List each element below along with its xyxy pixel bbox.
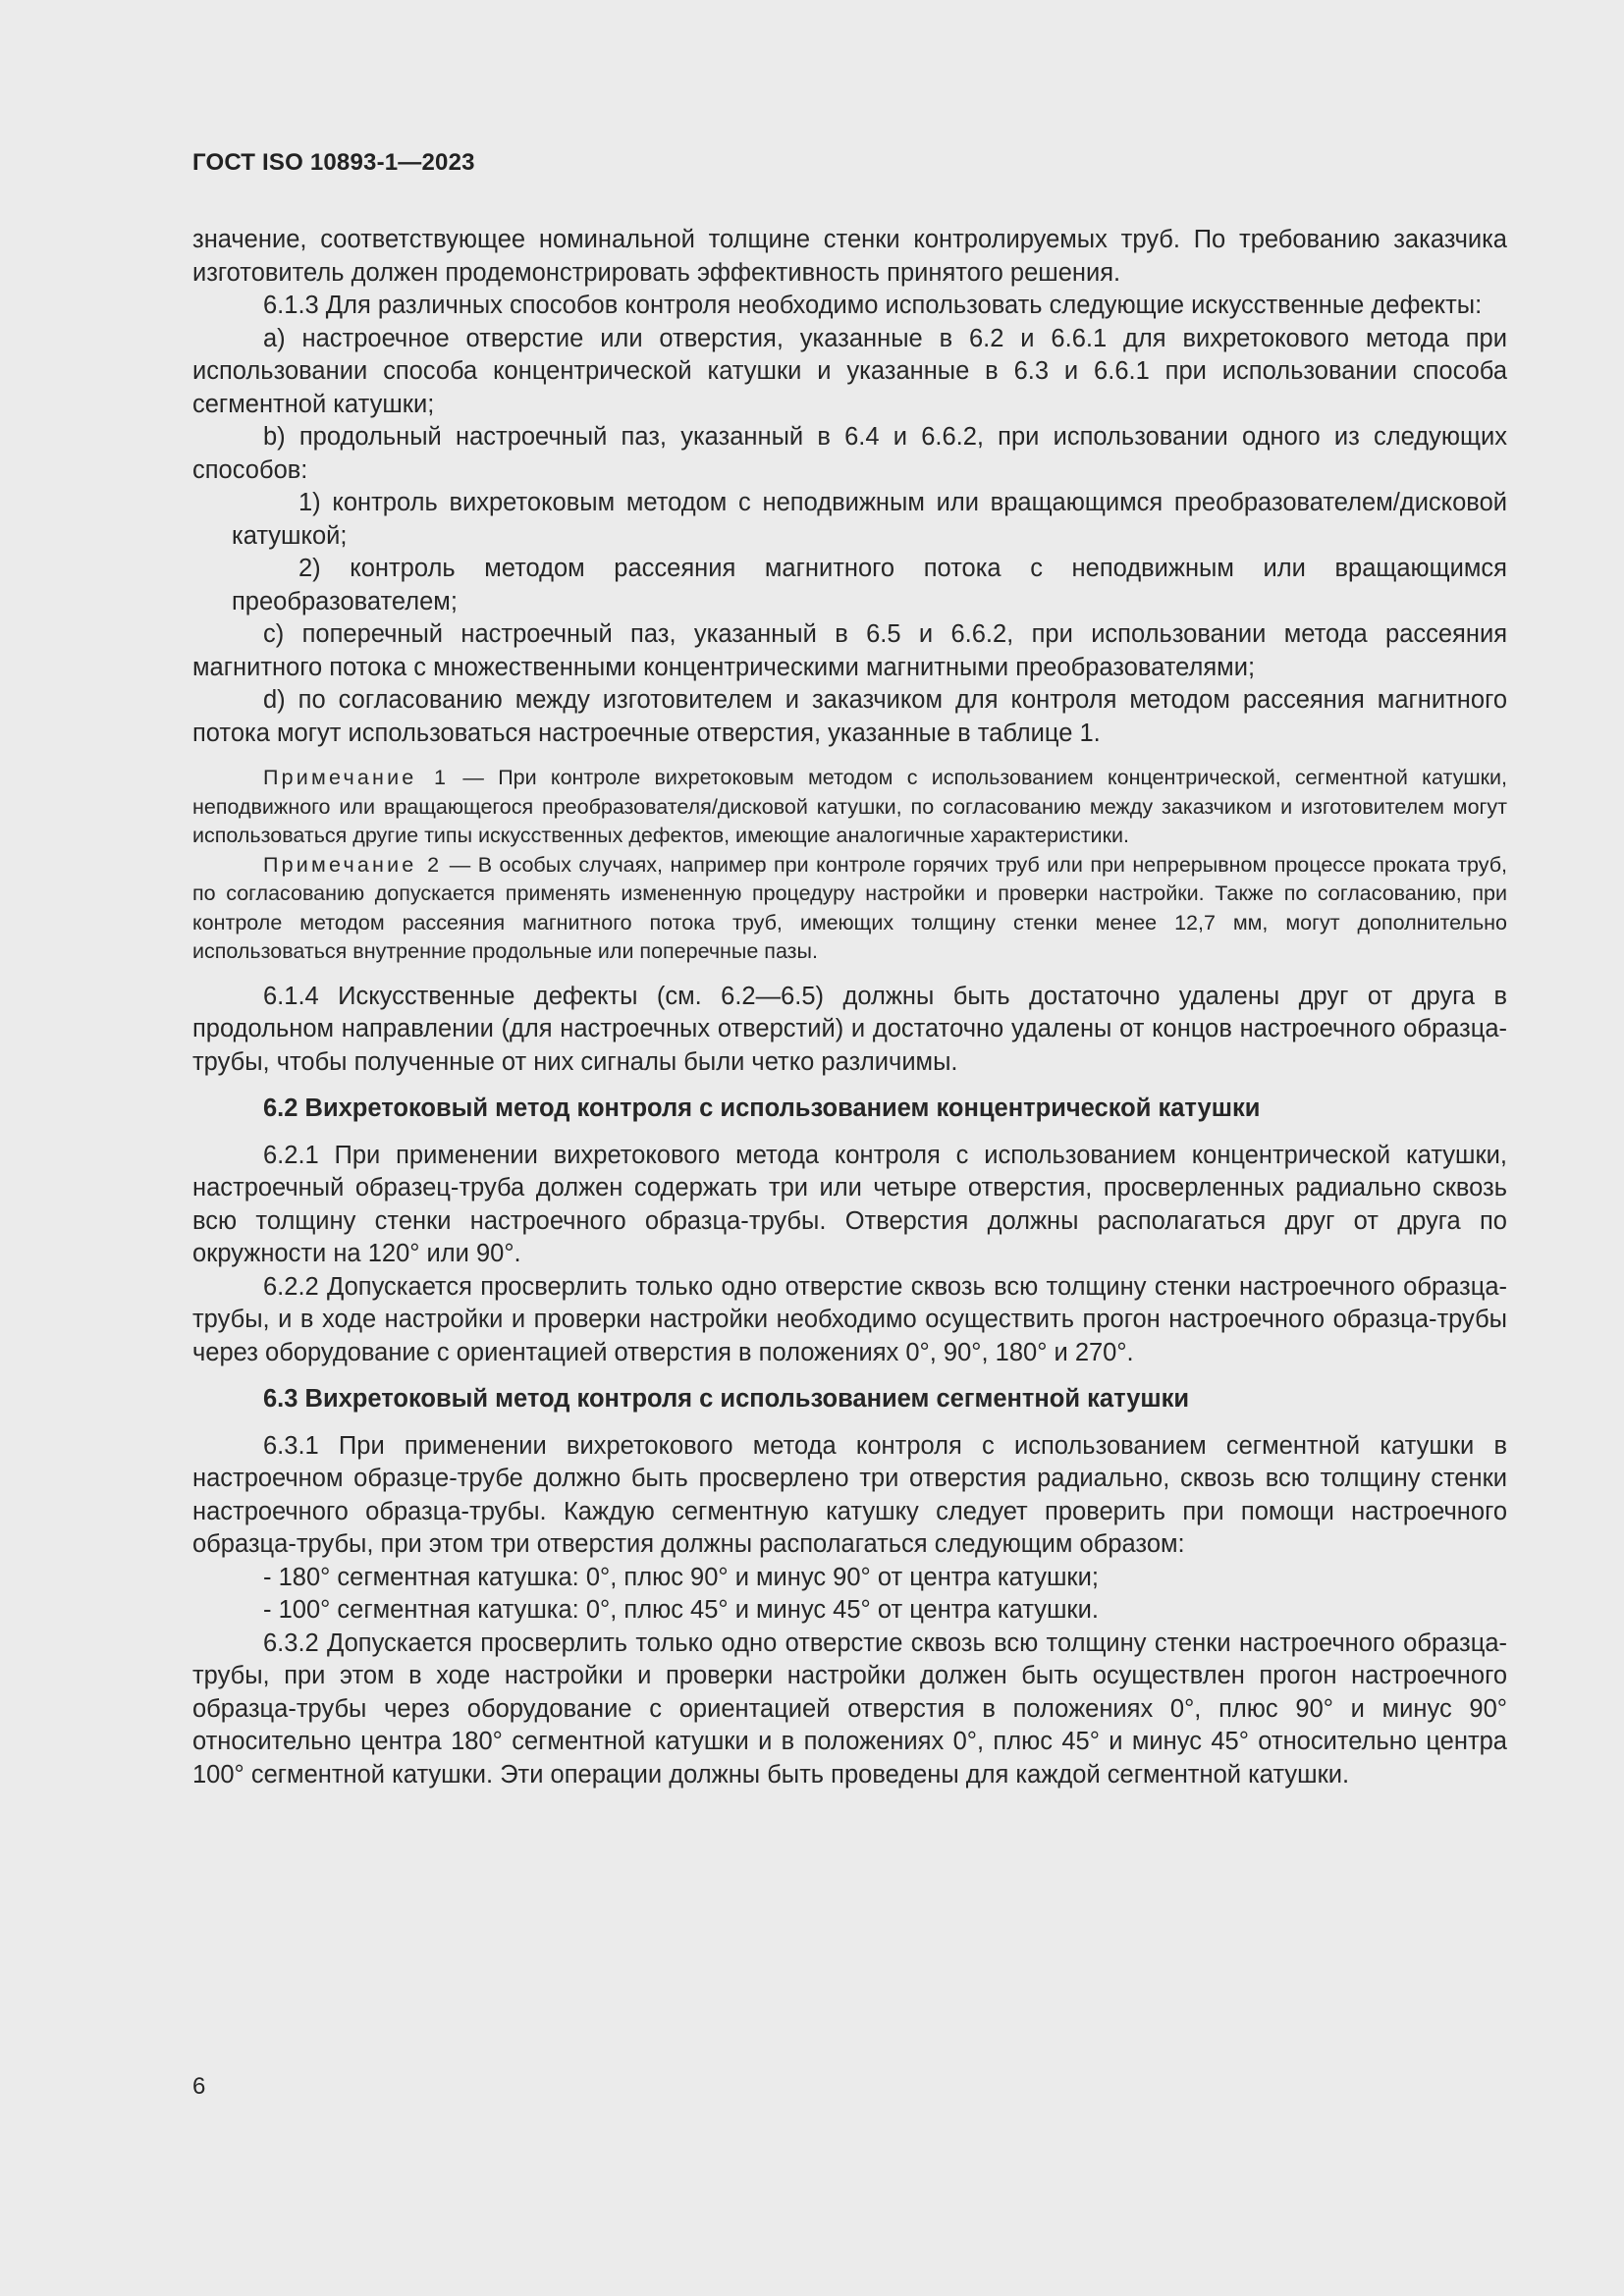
- list-item-b1: 1) контроль вихретоковым методом с неподвижным или вращающимся преобразователем/дисковой катушкой;: [232, 489, 1507, 550]
- note-1: [192, 764, 1507, 851]
- note-2-label: Примечание 2: [263, 852, 443, 877]
- dash-item-180: - 180° сегментная катушка: 0°, плюс 90° и минус 90° от центра катушки;: [263, 1563, 1099, 1591]
- dash-item-100: - 100° сегментная катушка: 0°, плюс 45° и минус 45° от центра катушки.: [263, 1596, 1099, 1624]
- document-body: [192, 224, 1507, 1791]
- list-item-b2: 2) контроль методом рассеяния магнитного потока с неподвижным или вращающимся преобразователем;: [232, 555, 1507, 615]
- clause-6-3-1: 6.3.1 При применении вихретокового метода контроля с использованием сегментной катушки в настроечном образце-трубе должно быть просверлено три отверстия радиально, сквозь всю толщину стенки настроечного образца-трубы. Каждую сегментную катушку следует проверить при помощи настроечного образца-трубы, при этом три отверстия должны располагаться следующим образом:: [192, 1431, 1507, 1558]
- note-1-text: — При контроле вихретоковым методом с использованием концентрической, сегментной катушки, неподвижного или вращающегося преобразователя/дисковой катушки, по согласованию между заказчиком и изготовителем могут использоваться другие типы искусственных дефектов, имеющие аналогичные характеристики.: [192, 766, 1507, 847]
- list-item-a: a) настроечное отверстие или отверстия, указанные в 6.2 и 6.6.1 для вихретокового метода при использовании способа концентрической катушки и указанные в 6.3 и 6.6.1 при использовании способа сегментной катушки;: [192, 324, 1507, 418]
- list-item-d: d) по согласованию между изготовителем и заказчиком для контроля методом рассеяния магнитного потока могут использоваться настроечные отверстия, указанные в таблице 1.: [192, 686, 1507, 747]
- list-item-c: c) поперечный настроечный паз, указанный в 6.5 и 6.6.2, при использовании метода рассеяния магнитного потока с множественными концентрическими магнитными преобразователями;: [192, 620, 1507, 681]
- note-2: [192, 851, 1507, 967]
- clause-6-2-2: 6.2.2 Допускается просверлить только одно отверстие сквозь всю толщину стенки настроечного образца-трубы, и в ходе настройки и проверки настройки необходимо осуществить прогон настроечного образца-трубы через оборудование с ориентацией отверстия в положениях 0°, 90°, 180° и 270°.: [192, 1272, 1507, 1366]
- section-heading-6-3: 6.3 Вихретоковый метод контроля с использованием сегментной катушки: [263, 1385, 1190, 1413]
- document-code-header: ГОСТ ISO 10893-1—2023: [192, 149, 475, 176]
- section-heading-6-2: 6.2 Вихретоковый метод контроля с использованием концентрической катушки: [263, 1095, 1261, 1122]
- clause-6-1-4: 6.1.4 Искусственные дефекты (см. 6.2—6.5) должны быть достаточно удалены друг от друга в продольном направлении (для настроечных отверстий) и достаточно удалены от концов настроечного образца-трубы, чтобы полученные от них сигналы были четко различимы.: [192, 982, 1507, 1076]
- clause-6-2-1: 6.2.1 При применении вихретокового метода контроля с использованием концентрической катушки, настроечный образец-труба должен содержать три или четыре отверстия, просверленных радиально сквозь всю толщину стенки настроечного образца-трубы. Отверстия должны располагаться друг от друга по окружности на 120° или 90°.: [192, 1141, 1507, 1267]
- clause-6-1-3: 6.1.3 Для различных способов контроля необходимо использовать следующие искусственные дефекты:: [263, 292, 1483, 319]
- page-number: 6: [192, 2073, 206, 2100]
- intro-paragraph: значение, соответствующее номинальной толщине стенки контролируемых труб. По требованию заказчика изготовитель должен продемонстрировать эффективность принятого решения.: [192, 226, 1507, 287]
- clause-6-3-2: 6.3.2 Допускается просверлить только одно отверстие сквозь всю толщину стенки настроечного образца-трубы, при этом в ходе настройки и проверки настройки должен быть осуществлен прогон настроечного образца-трубы через оборудование с ориентацией отверстия в положениях 0°, плюс 90° и минус 90° относительно центра 180° сегментной катушки и в положениях 0°, плюс 45° и минус 45° относительно центра 100° сегментной катушки. Эти операции должны быть проведены для каждой сегментной катушки.: [192, 1629, 1507, 1789]
- note-1-label: Примечание 1: [263, 766, 450, 789]
- note-2-text: — В особых случаях, например при контроле горячих труб или при непрерывном процессе проката труб, по согласованию допускается применять измененную процедуру настройки и проверки настройки. Также по согласованию, при контроле методом рассеяния магнитного потока труб, имеющих толщину стенки менее 12,7 мм, могут дополнительно использоваться внутренние продольные или поперечные пазы.: [192, 852, 1508, 963]
- notes-block: [192, 764, 1507, 967]
- list-item-b: b) продольный настроечный паз, указанный в 6.4 и 6.6.2, при использовании одного из следующих способов:: [192, 423, 1507, 484]
